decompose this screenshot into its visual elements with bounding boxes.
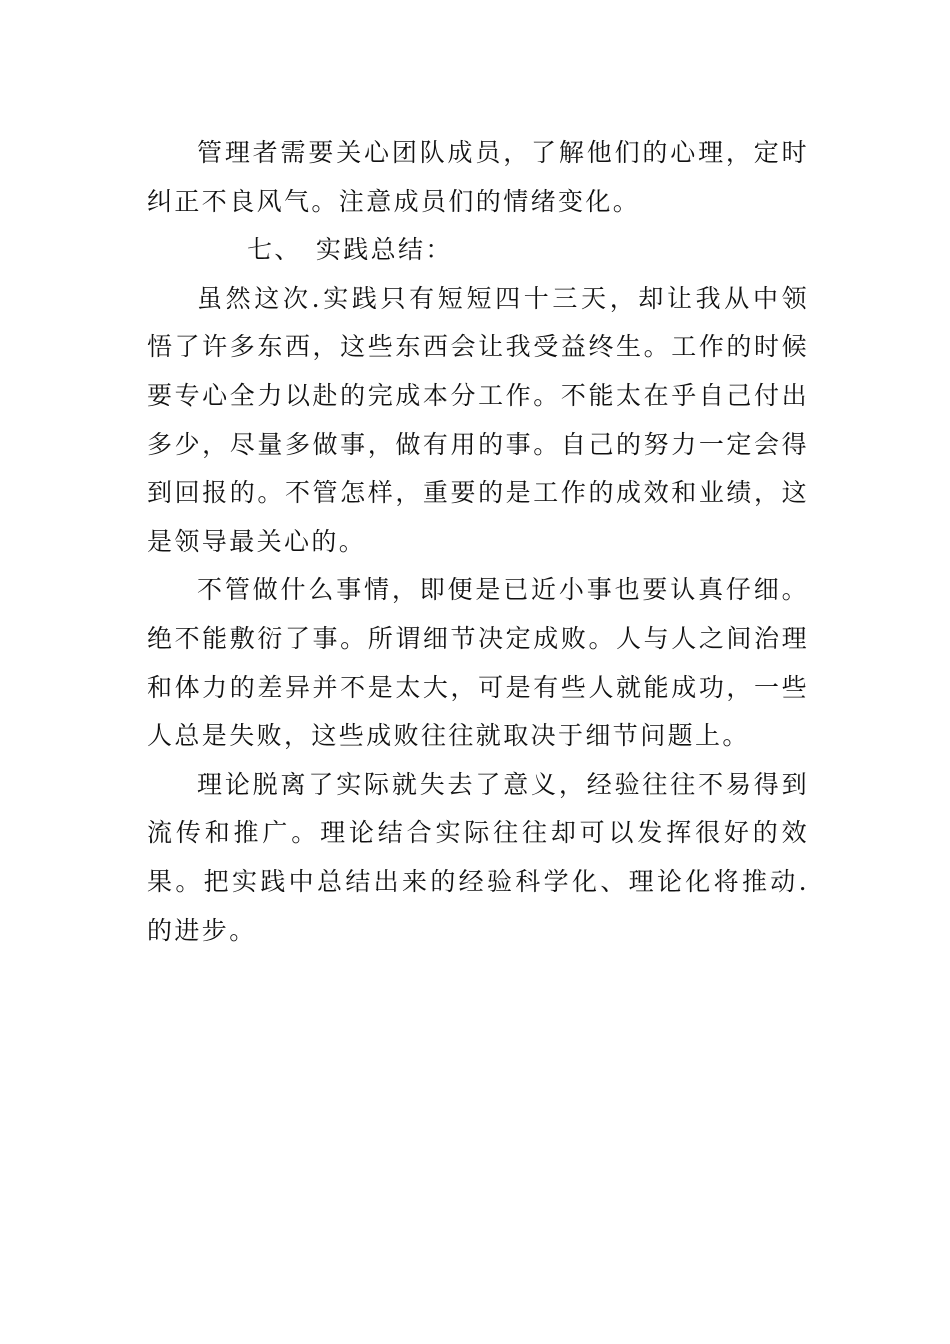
section-number: 七、: [247, 235, 302, 265]
paragraph-management-care: 管理者需要关心团队成员，了解他们的心理，定时纠正不良风气。注意成员们的情绪变化。: [147, 138, 809, 216]
document-body: [147, 129, 809, 955]
paragraph-practice-lessons: 虽然这次.实践只有短短四十三天，却让我从中领悟了许多东西，这些东西会让我受益终生。工作的时候要专心全力以赴的完成本分工作。不能太在乎自己付出多少，尽量多做事，做有用的事。自己的努力一定会得到回报的。不管怎样，重要的是工作的成效和业绩，这是领导最关心的。: [147, 283, 809, 556]
section-title: 实践总结：: [315, 235, 453, 265]
paragraph-attention-to-detail: 不管做什么事情，即便是已近小事也要认真仔细。绝不能敷衍了事。所谓细节决定成败。人与人之间治理和体力的差异并不是太大，可是有些人就能成功，一些人总是失败，这些成败往往就取决于细节问题上。: [147, 575, 809, 751]
section-heading-practice-summary: [147, 226, 809, 275]
paragraph-theory-and-practice: 理论脱离了实际就失去了意义，经验往往不易得到流传和推广。理论结合实际往往却可以发挥很好的效果。把实践中总结出来的经验科学化、理论化将推动.的进步。: [147, 769, 809, 945]
